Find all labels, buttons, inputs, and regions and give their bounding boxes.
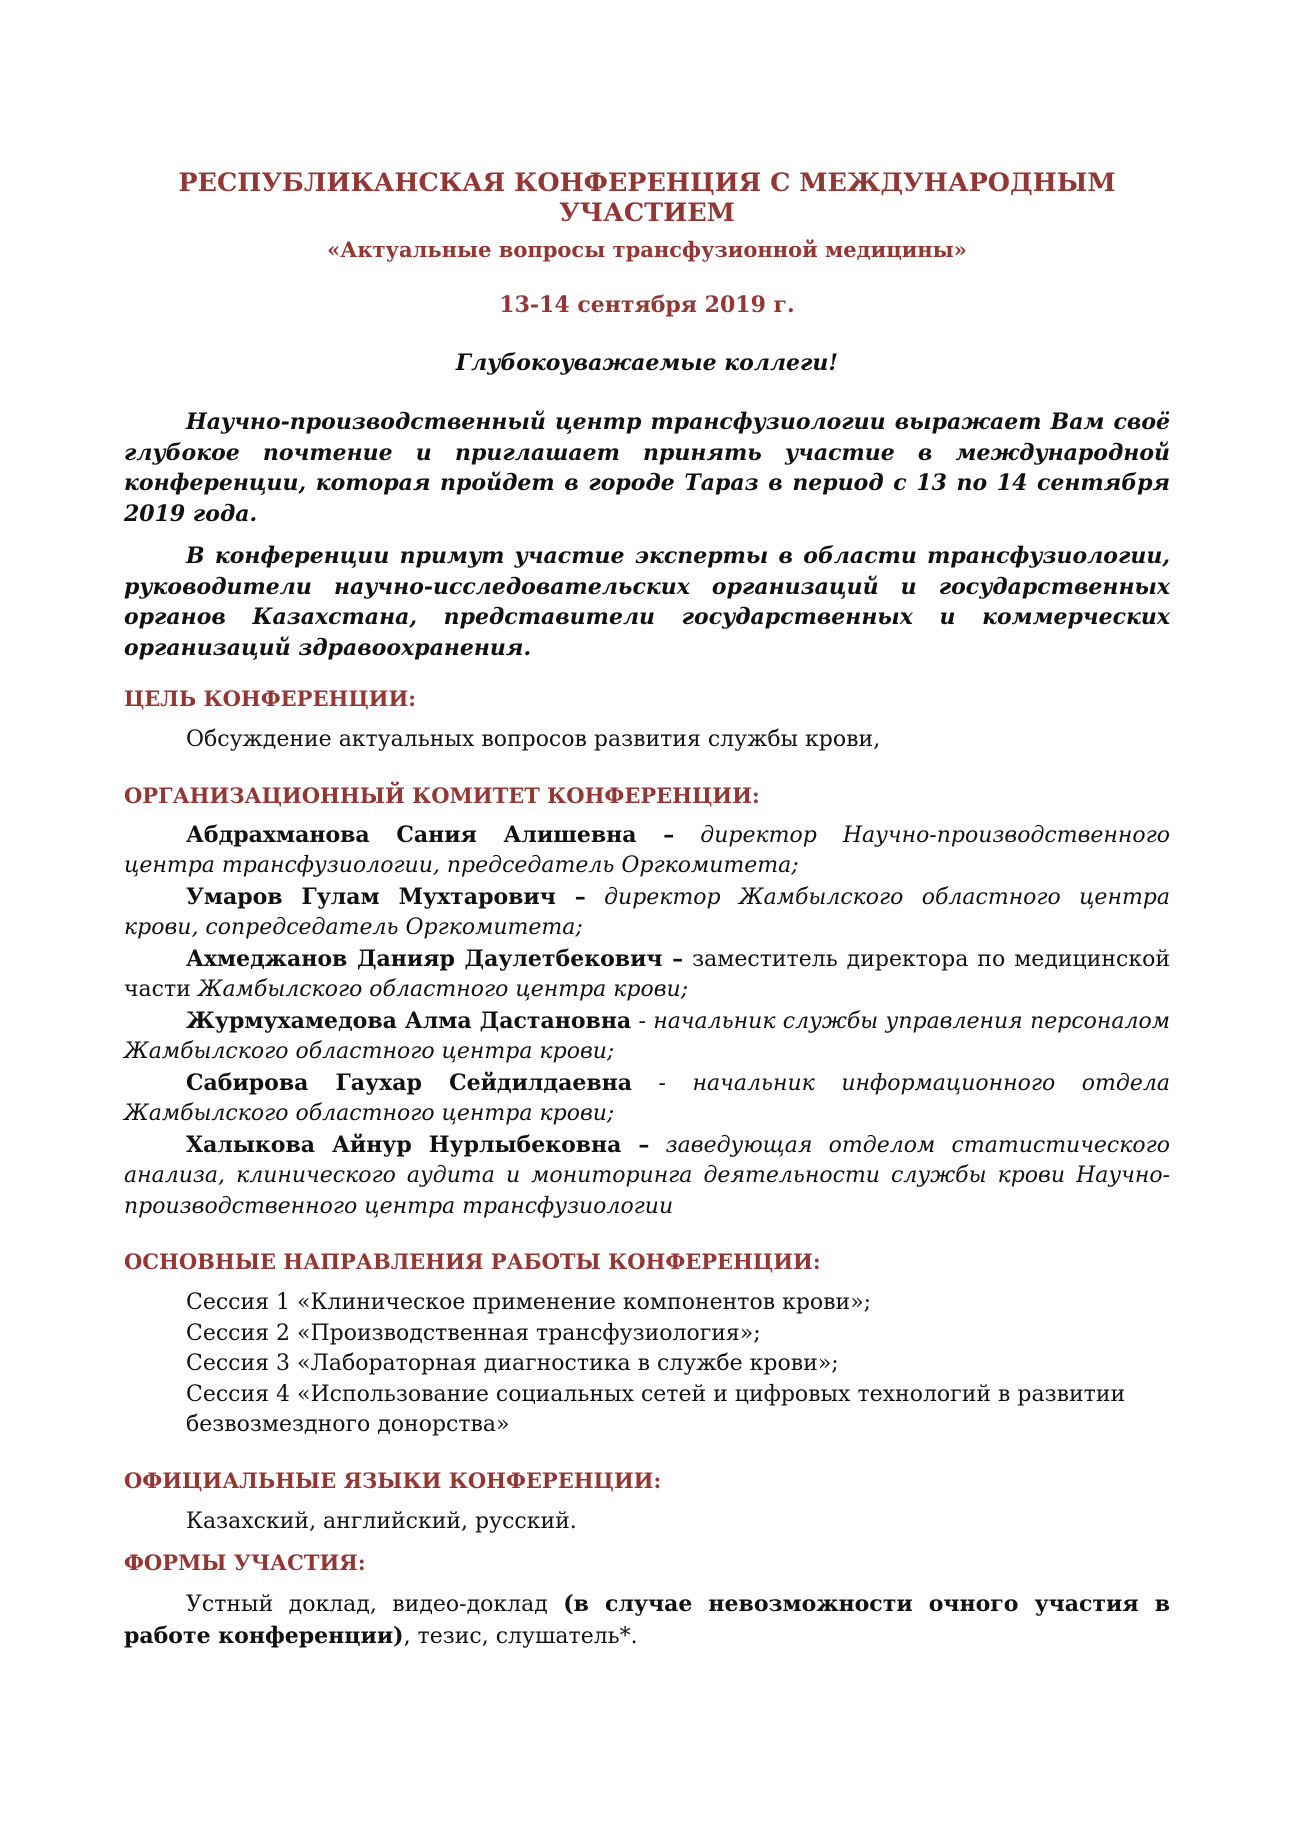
member-name: Халыкова Айнур Нурлыбековна – <box>186 1131 650 1158</box>
member-role: - начальник службы управления персоналом Жамбылского областного центра крови; <box>124 1008 1171 1064</box>
committee-member <box>124 882 1170 944</box>
committee-member <box>124 1068 1170 1130</box>
forms-text <box>124 1589 1170 1652</box>
member-name: Умаров Гулам Мухтарович – <box>186 883 586 910</box>
member-name: Абдрахманова Сания Алишевна – <box>186 821 675 848</box>
member-role: - начальник информационного отдела Жамбылского областного центра крови; <box>124 1070 1170 1126</box>
committee-heading: ОРГАНИЗАЦИОННЫЙ КОМИТЕТ КОНФЕРЕНЦИИ: <box>124 782 760 808</box>
session-item: Сессия 3 «Лабораторная диагностика в службе крови»; <box>186 1351 839 1376</box>
goal-heading: ЦЕЛЬ КОНФЕРЕНЦИИ: <box>124 686 417 711</box>
conference-subtitle: «Актуальные вопросы трансфузионной медицины» <box>327 237 967 262</box>
directions-heading: ОСНОВНЫЕ НАПРАВЛЕНИЯ РАБОТЫ КОНФЕРЕНЦИИ: <box>124 1249 821 1274</box>
participants-paragraph: В конференции примут участие эксперты в области трансфузиологии, руководители научно-исследовательских организаций и государственных органов Казахстана, представители государственных и коммерческих организаций здравоохранения. <box>124 543 1170 661</box>
greeting: Глубокоуважаемые коллеги! <box>455 350 839 376</box>
session-item: Сессия 2 «Производственная трансфузиология»; <box>186 1320 761 1346</box>
languages-text: Казахский, английский, русский. <box>186 1508 577 1534</box>
committee-member <box>124 1130 1170 1223</box>
languages-heading: ОФИЦИАЛЬНЫЕ ЯЗЫКИ КОНФЕРЕНЦИИ: <box>124 1467 662 1493</box>
committee-list <box>124 820 1170 1223</box>
committee-member <box>124 944 1170 1006</box>
forms-text-end: , тезис, слушатель*. <box>403 1623 638 1649</box>
member-role: директор Жамбылского областного центра крови, сопредседатель Оргкомитета; <box>124 884 1171 940</box>
committee-member <box>124 1006 1170 1068</box>
member-name: Журмухамедова Алма Дастановна <box>186 1007 632 1034</box>
forms-text-start: Устный доклад, видео-доклад <box>186 1592 564 1617</box>
conference-dates: 13-14 сентября 2019 г. <box>499 292 795 318</box>
session-item: Сессия 1 «Клиническое применение компонентов крови»; <box>186 1290 872 1315</box>
member-role: директор Научно-производственного центра трансфузиологии, председатель Оргкомитета; <box>124 822 1170 878</box>
member-name: Ахмеджанов Данияр Даулетбекович – <box>186 945 684 972</box>
committee-member <box>124 820 1170 882</box>
session-item: Сессия 4 «Использование социальных сетей и цифровых технологий в развитии безвозмездного донорства» <box>186 1381 1126 1437</box>
forms-text-bold: (в случае невозможности очного участия в работе конференции) <box>124 1591 1170 1649</box>
conference-title: РЕСПУБЛИКАНСКАЯ КОНФЕРЕНЦИЯ С МЕЖДУНАРОДНЫМ УЧАСТИЕМ <box>178 168 1116 228</box>
member-role: заведующая отделом статистического анализа, клинического аудита и мониторинга деятельности службы крови Научно-производственного центра трансфузиологии <box>124 1132 1170 1219</box>
forms-heading: ФОРМЫ УЧАСТИЯ: <box>124 1550 366 1575</box>
member-role-plain: заместитель директора по медицинской части <box>124 946 1170 1002</box>
member-role: Жамбылского областного центра крови; <box>197 977 689 1002</box>
document-page <box>124 168 1170 1652</box>
goal-text: Обсуждение актуальных вопросов развития службы крови, <box>186 727 881 752</box>
intro-paragraph: Научно-производственный центр трансфузиологии выражает Вам своё глубокое почтение и приглашает принять участие в международной конференции, которая пройдет в городе Тараз в период с 13 по 14 сентября 2019 года. <box>124 409 1170 527</box>
member-name: Сабирова Гаухар Сейдилдаевна <box>186 1069 632 1096</box>
sessions-list <box>124 1288 1170 1441</box>
